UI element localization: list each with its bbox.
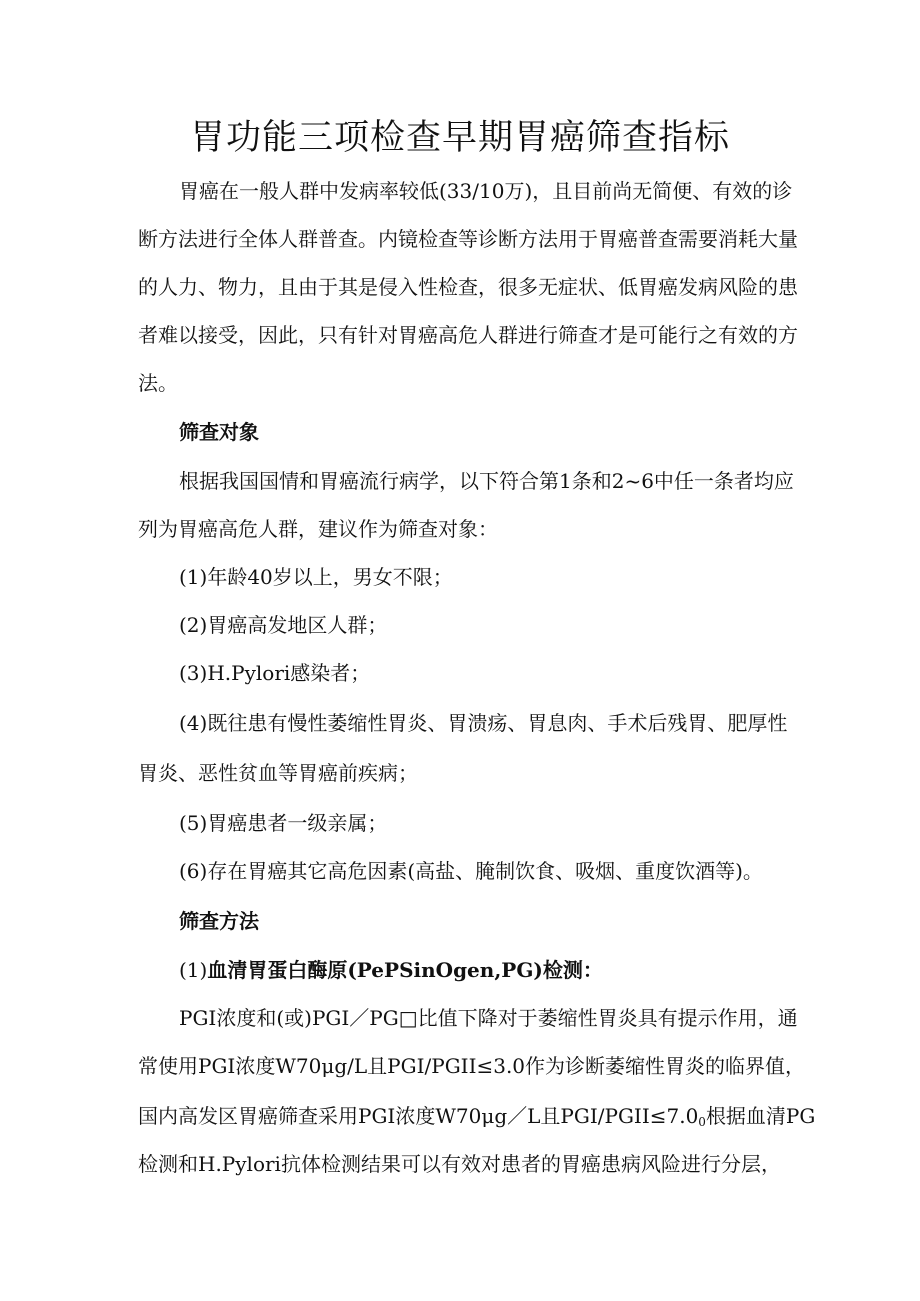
criteria-item-3: (3)H.Pylori感染者； [179, 661, 371, 685]
criteria-item-5: (5)胃癌患者一级亲属； [179, 811, 388, 835]
intro-line-5: 法。 [138, 371, 178, 395]
method-line-4: 检测和H.Pylori抗体检测结果可以有效对患者的胃癌患病风险进行分层， [138, 1152, 781, 1176]
method-title: 血清胃蛋白酶原(PePSinOgen,PG)检测： [207, 958, 603, 982]
targets-paragraph-line-2: 列为胃癌高危人群，建议作为筛查对象： [138, 517, 498, 541]
criteria-item-4: (4)既往患有慢性萎缩性胃炎、胃溃疡、胃息肉、手术后残胃、肥厚性 [179, 711, 788, 735]
method-number: (1) [179, 958, 208, 982]
criteria-item-2: (2)胃癌高发地区人群； [179, 613, 388, 637]
section-heading-screening-methods: 筛查方法 [179, 909, 259, 933]
document-title: 胃功能三项检查早期胃癌筛查指标 [189, 118, 730, 158]
method-line-3 [138, 1101, 816, 1137]
criteria-item-4-continued: 胃炎、恶性贫血等胃癌前疾病； [138, 761, 418, 785]
method-line-3-text: 国内高发区胃癌筛查采用PGI浓度W70μg／L且PGI/PGII≤7.0 [138, 1104, 699, 1128]
section-heading-screening-targets: 筛查对象 [179, 420, 259, 444]
intro-line-3: 的人力、物力，且由于其是侵入性检查，很多无症状、低胃癌发病风险的患 [138, 275, 798, 299]
intro-line-2: 断方法进行全体人群普查。内镜检查等诊断方法用于胃癌普查需要消耗大量 [138, 227, 798, 251]
criteria-item-6: (6)存在胃癌其它高危因素(高盐、腌制饮食、吸烟、重度饮酒等)。 [179, 859, 763, 883]
method-subheading [179, 955, 799, 985]
targets-paragraph-line-1: 根据我国国情和胃癌流行病学，以下符合第1条和2~6中任一条者均应 [179, 469, 794, 493]
criteria-item-1: (1)年龄40岁以上，男女不限； [179, 565, 453, 589]
method-line-2: 常使用PGI浓度W70μg/L且PGI/PGII≤3.0作为诊断萎缩性胃炎的临界值， [138, 1054, 806, 1078]
intro-line-1: 胃癌在一般人群中发病率较低(33/10万)，且目前尚无简便、有效的诊 [179, 179, 793, 203]
method-line-3-subscript: 0 [698, 1115, 706, 1129]
method-line-1: PGI浓度和(或)PGI／PG□比值下降对于萎缩性胃炎具有提示作用，通 [179, 1006, 798, 1030]
method-line-3-tail: 根据血清PG [705, 1104, 816, 1128]
intro-line-4: 者难以接受，因此，只有针对胃癌高危人群进行筛查才是可能行之有效的方 [138, 323, 798, 347]
